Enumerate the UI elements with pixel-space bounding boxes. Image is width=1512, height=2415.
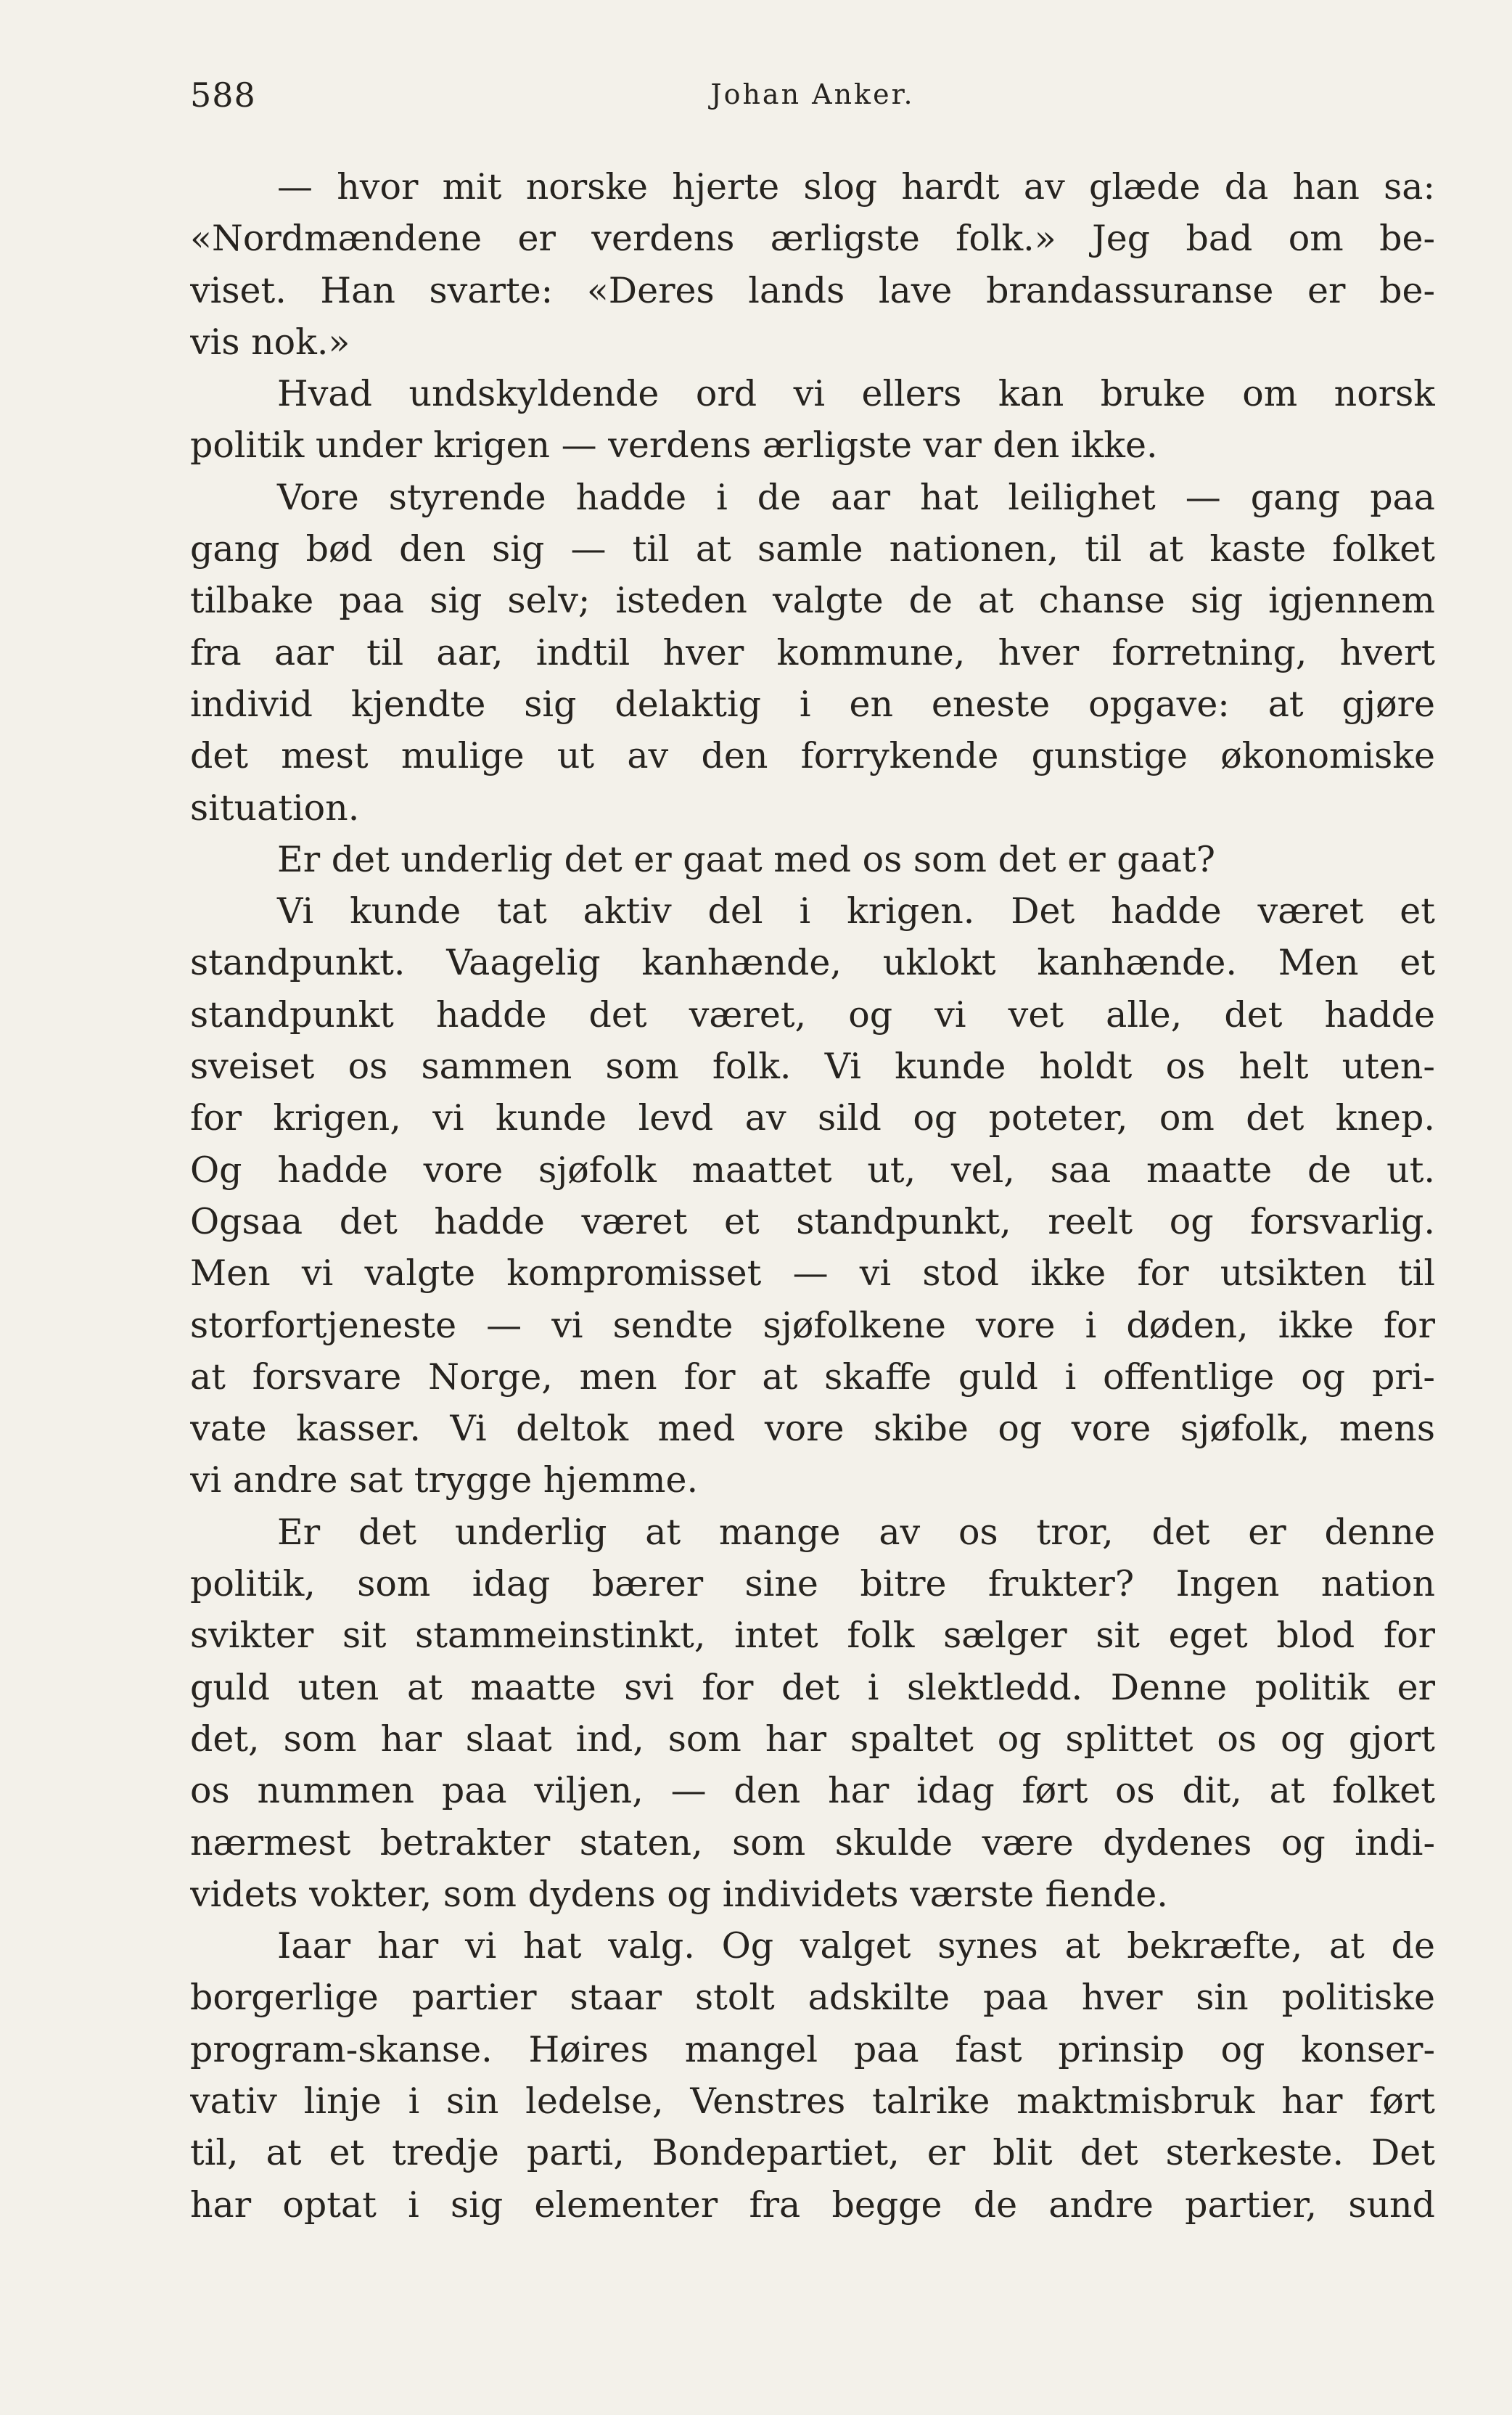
text-line: politik, som idag bærer sine bitre frukter? Ingen nation: [190, 1563, 1435, 1605]
text-line: at forsvare Norge, men for at skaffe guld i offentlige og pri-: [190, 1356, 1435, 1398]
text-line: politik under krigen — verdens ærligste var den ikke.: [190, 425, 1158, 467]
running-head-author: Johan Anker.: [710, 78, 915, 110]
text-line: standpunkt. Vaagelig kanhænde, uklokt kanhænde. Men et: [190, 942, 1435, 984]
text-line: «Nordmændene er verdens ærligste folk.» Jeg bad om be-: [190, 218, 1435, 260]
text-line: Men vi valgte kompromisset — vi stod ikke for utsikten til: [190, 1252, 1435, 1295]
text-line: — hvor mit norske hjerte slog hardt av glæde da han sa:: [277, 166, 1435, 208]
text-line: guld uten at maatte svi for det i slektledd. Denne politik er: [190, 1666, 1435, 1708]
text-line: program-skanse. Høires mangel paa fast prinsip og konser-: [190, 2028, 1435, 2070]
text-line: viset. Han svarte: «Deres lands lave brandassuranse er be-: [190, 269, 1435, 311]
body-text: [190, 161, 1435, 2231]
text-line: borgerlige partier staar stolt adskilte paa hver sin politiske: [190, 1977, 1435, 2019]
text-line: storfortjeneste — vi sendte sjøfolkene vore i døden, ikke for: [190, 1304, 1435, 1346]
text-line: det, som har slaat ind, som har spaltet og splittet os og gjort: [190, 1718, 1435, 1760]
text-line: har optat i sig elementer fra begge de andre partier, sund: [190, 2184, 1435, 2226]
text-line: Iaar har vi hat valg. Og valget synes at bekræfte, at de: [277, 1925, 1435, 1967]
text-line: videts vokter, som dydens og individets værste fiende.: [190, 1873, 1168, 1915]
running-head: [190, 70, 1435, 128]
text-line: for krigen, vi kunde levd av sild og poteter, om det knep.: [190, 1097, 1435, 1139]
text-line: til, at et tredje parti, Bondepartiet, er blit det sterkeste. Det: [190, 2132, 1435, 2174]
text-line: Vi kunde tat aktiv del i krigen. Det hadde været et: [277, 890, 1435, 932]
text-line: os nummen paa viljen, — den har idag ført os dit, at folket: [190, 1770, 1435, 1812]
page-number: 588: [190, 75, 256, 115]
text-line: vi andre sat trygge hjemme.: [190, 1459, 699, 1501]
text-line: tilbake paa sig selv; isteden valgte de at chanse sig igjennem: [190, 580, 1435, 622]
text-line: gang bød den sig — til at samle nationen, til at kaste folket: [190, 528, 1435, 570]
text-line: nærmest betrakter staten, som skulde være dydenes og indi-: [190, 1821, 1435, 1863]
text-line: Og hadde vore sjøfolk maattet ut, vel, saa maatte de ut.: [190, 1149, 1435, 1191]
text-line: individ kjendte sig delaktig i en eneste opgave: at gjøre: [190, 683, 1435, 725]
text-line: situation.: [190, 787, 360, 829]
text-line: Vore styrende hadde i de aar hat leilighet — gang paa: [277, 476, 1435, 518]
text-line: det mest mulige ut av den forrykende gunstige økonomiske: [190, 735, 1435, 777]
text-line: fra aar til aar, indtil hver kommune, hver forretning, hvert: [190, 631, 1435, 673]
text-line: Hvad undskyldende ord vi ellers kan bruke om norsk: [277, 373, 1435, 415]
text-line: svikter sit stammeinstinkt, intet folk sælger sit eget blod for: [190, 1615, 1435, 1657]
text-line: Er det underlig at mange av os tror, det er denne: [277, 1511, 1435, 1553]
text-line: vativ linje i sin ledelse, Venstres talrike maktmisbruk har ført: [190, 2080, 1435, 2122]
text-line: vate kasser. Vi deltok med vore skibe og vore sjøfolk, mens: [190, 1408, 1435, 1450]
text-line: Er det underlig det er gaat med os som det er gaat?: [277, 838, 1215, 880]
text-line: vis nok.»: [190, 321, 350, 363]
text-line: standpunkt hadde det været, og vi vet alle, det hadde: [190, 993, 1435, 1036]
text-line: Ogsaa det hadde været et standpunkt, reelt og forsvarlig.: [190, 1200, 1435, 1242]
text-line: sveiset os sammen som folk. Vi kunde holdt os helt uten-: [190, 1046, 1435, 1088]
